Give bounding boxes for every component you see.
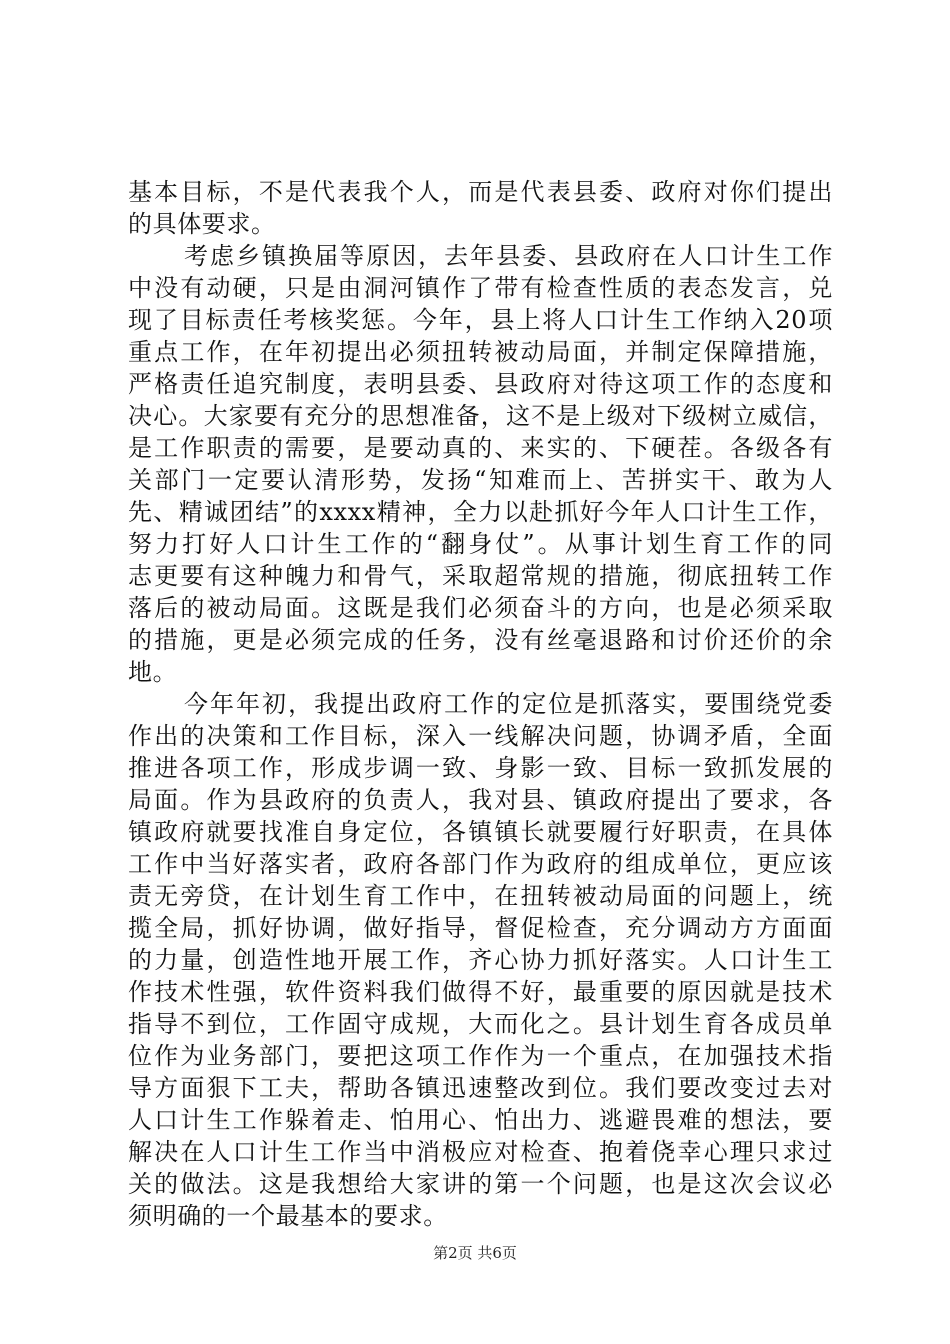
text-line: 先、精诚团结”的xxxx精神，全力以赴抓好今年人口计生工作， <box>128 498 833 526</box>
page-number-label: 第2页 共6页 <box>433 1244 517 1262</box>
text-line: 局面。作为县政府的负责人，我对县、镇政府提出了要求，各 <box>128 786 833 814</box>
text-line: 志更要有这种魄力和骨气，采取超常规的措施，彻底扭转工作 <box>128 562 833 590</box>
text-line: 中没有动硬，只是由洞河镇作了带有检查性质的表态发言，兑 <box>128 274 833 302</box>
text-line: 导方面狠下工夫，帮助各镇迅速整改到位。我们要改变过去对 <box>128 1074 833 1102</box>
text-line: 解决在人口计生工作当中消极应对检查、抱着侥幸心理只求过 <box>128 1138 833 1166</box>
text-line: 是工作职责的需要，是要动真的、来实的、下硬茬。各级各有 <box>128 434 833 462</box>
text-line: 现了目标责任考核奖惩。今年，县上将人口计生工作纳入20项 <box>128 306 833 334</box>
text-line: 镇政府就要找准自身定位，各镇镇长就要履行好职责，在具体 <box>128 818 833 846</box>
text-line: 的力量，创造性地开展工作，齐心协力抓好落实。人口计生工 <box>128 946 833 974</box>
text-line: 落后的被动局面。这既是我们必须奋斗的方向，也是必须采取 <box>128 594 833 622</box>
text-line: 的措施，更是必须完成的任务，没有丝毫退路和讨价还价的余 <box>128 626 833 654</box>
page-footer <box>0 1243 950 1263</box>
body-text <box>128 176 833 1232</box>
text-line: 的具体要求。 <box>128 210 276 238</box>
text-line: 人口计生工作躲着走、怕用心、怕出力、逃避畏难的想法，要 <box>128 1106 833 1134</box>
text-line: 关部门一定要认清形势，发扬“知难而上、苦拼实干、敢为人 <box>128 466 833 494</box>
text-line: 严格责任追究制度，表明县委、县政府对待这项工作的态度和 <box>128 370 833 398</box>
text-line: 工作中当好落实者，政府各部门作为政府的组成单位，更应该 <box>128 850 833 878</box>
text-line: 努力打好人口计生工作的“翻身仗”。从事计划生育工作的同 <box>128 530 833 558</box>
text-line: 揽全局，抓好协调，做好指导，督促检查，充分调动方方面面 <box>128 914 833 942</box>
text-line: 须明确的一个最基本的要求。 <box>128 1202 448 1230</box>
text-line: 位作为业务部门，要把这项工作作为一个重点，在加强技术指 <box>128 1042 833 1070</box>
text-line: 作技术性强，软件资料我们做得不好，最重要的原因就是技术 <box>128 978 833 1006</box>
paragraph-start-line: 考虑乡镇换届等原因，去年县委、县政府在人口计生工作 <box>184 242 833 270</box>
text-line: 作出的决策和工作目标，深入一线解决问题，协调矛盾，全面 <box>128 722 833 750</box>
text-line: 重点工作，在年初提出必须扭转被动局面，并制定保障措施， <box>128 338 833 366</box>
text-line: 指导不到位，工作固守成规，大而化之。县计划生育各成员单 <box>128 1010 833 1038</box>
text-line: 责无旁贷，在计划生育工作中，在扭转被动局面的问题上，统 <box>128 882 833 910</box>
text-line: 地。 <box>128 658 178 686</box>
text-line: 基本目标，不是代表我个人，而是代表县委、政府对你们提出 <box>128 178 833 206</box>
text-line: 决心。大家要有充分的思想准备，这不是上级对下级树立威信， <box>128 402 833 430</box>
text-line: 关的做法。这是我想给大家讲的第一个问题，也是这次会议必 <box>128 1170 833 1198</box>
text-line: 推进各项工作，形成步调一致、身影一致、目标一致抓发展的 <box>128 754 833 782</box>
paragraph-start-line: 今年年初，我提出政府工作的定位是抓落实，要围绕党委 <box>184 690 833 718</box>
